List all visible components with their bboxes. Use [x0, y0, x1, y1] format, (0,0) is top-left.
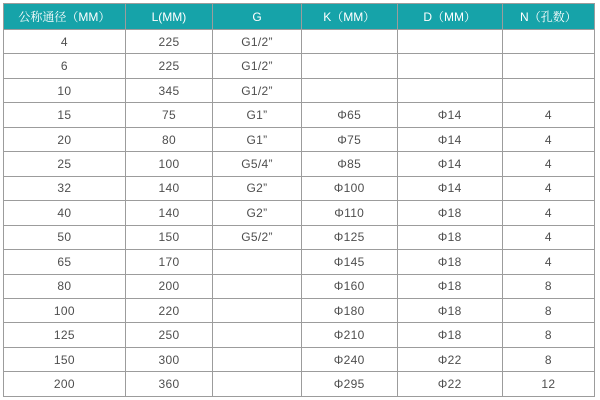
table-cell [397, 78, 502, 102]
table-cell: Φ14 [397, 103, 502, 127]
table-row [4, 152, 595, 176]
table-cell: 225 [125, 30, 212, 54]
table-cell: 8 [502, 274, 594, 298]
table-cell: Φ180 [301, 298, 397, 322]
table-cell: 4 [502, 176, 594, 200]
table-cell [213, 372, 302, 397]
table-cell: 125 [4, 323, 126, 347]
table-cell [301, 78, 397, 102]
table-cell: 250 [125, 323, 212, 347]
table-row [4, 54, 595, 78]
table-row [4, 372, 595, 397]
table-cell: 4 [502, 225, 594, 249]
table-cell: Φ18 [397, 250, 502, 274]
table-cell: 65 [4, 250, 126, 274]
table-cell [502, 54, 594, 78]
table-cell: 10 [4, 78, 126, 102]
table-cell: 8 [502, 347, 594, 371]
table-body [4, 30, 595, 397]
table-row [4, 347, 595, 371]
table-cell: Φ210 [301, 323, 397, 347]
table-row [4, 274, 595, 298]
table-cell: 4 [4, 30, 126, 54]
table-cell: Φ75 [301, 127, 397, 151]
table-cell: G1/2” [213, 30, 302, 54]
table-cell: Φ160 [301, 274, 397, 298]
table-cell: 300 [125, 347, 212, 371]
table-cell [397, 54, 502, 78]
table-cell: Φ22 [397, 372, 502, 397]
table-cell: Φ18 [397, 225, 502, 249]
header-row [4, 4, 595, 30]
table-cell: Φ18 [397, 201, 502, 225]
table-cell: 32 [4, 176, 126, 200]
table-cell: 50 [4, 225, 126, 249]
table-cell [213, 347, 302, 371]
table-cell: Φ22 [397, 347, 502, 371]
table-cell: G1” [213, 103, 302, 127]
table-cell: G5/2” [213, 225, 302, 249]
table-row [4, 127, 595, 151]
table-cell [213, 250, 302, 274]
table-cell: 80 [4, 274, 126, 298]
table-cell: Φ145 [301, 250, 397, 274]
table-cell: Φ18 [397, 323, 502, 347]
table-row [4, 225, 595, 249]
table-cell: G1/2” [213, 54, 302, 78]
table-cell: 360 [125, 372, 212, 397]
table-cell [397, 30, 502, 54]
table-cell: Φ18 [397, 298, 502, 322]
table-cell [213, 323, 302, 347]
table-cell: G1/2” [213, 78, 302, 102]
table-cell: Φ65 [301, 103, 397, 127]
table-cell: Φ240 [301, 347, 397, 371]
table-cell: 8 [502, 298, 594, 322]
table-row [4, 78, 595, 102]
table-cell [301, 54, 397, 78]
table-cell: 170 [125, 250, 212, 274]
table-cell: G1” [213, 127, 302, 151]
column-header: D（MM） [397, 4, 502, 30]
column-header: G [213, 4, 302, 30]
table-cell: 140 [125, 201, 212, 225]
table-cell: 15 [4, 103, 126, 127]
table-cell: 200 [4, 372, 126, 397]
table-cell: Φ14 [397, 152, 502, 176]
table-cell: 80 [125, 127, 212, 151]
table-cell: 220 [125, 298, 212, 322]
table-cell: Φ14 [397, 127, 502, 151]
table-cell: Φ85 [301, 152, 397, 176]
table-cell: Φ18 [397, 274, 502, 298]
table-cell: Φ110 [301, 201, 397, 225]
table-cell: G2” [213, 176, 302, 200]
table-cell: 225 [125, 54, 212, 78]
table-cell: 4 [502, 152, 594, 176]
table-cell: 200 [125, 274, 212, 298]
table-cell [213, 298, 302, 322]
table-cell [213, 274, 302, 298]
table-cell [502, 78, 594, 102]
table-row [4, 176, 595, 200]
table-cell: 75 [125, 103, 212, 127]
table-cell [301, 30, 397, 54]
table-cell [502, 30, 594, 54]
table-cell: G2” [213, 201, 302, 225]
table-row [4, 201, 595, 225]
table-cell: 100 [4, 298, 126, 322]
column-header: N（孔数） [502, 4, 594, 30]
column-header: 公称通径（MM） [4, 4, 126, 30]
table-cell: 25 [4, 152, 126, 176]
table-row [4, 323, 595, 347]
table-cell: 6 [4, 54, 126, 78]
table-cell: 140 [125, 176, 212, 200]
table-cell: 12 [502, 372, 594, 397]
table-row [4, 103, 595, 127]
table-cell: Φ14 [397, 176, 502, 200]
dimension-spec-table [3, 3, 595, 397]
table-cell: 4 [502, 201, 594, 225]
table-cell: Φ125 [301, 225, 397, 249]
table-cell: 4 [502, 127, 594, 151]
table-cell: 345 [125, 78, 212, 102]
table-cell: 100 [125, 152, 212, 176]
table-row [4, 298, 595, 322]
table-row [4, 30, 595, 54]
table-cell: 20 [4, 127, 126, 151]
table-cell: Φ295 [301, 372, 397, 397]
table-cell: 40 [4, 201, 126, 225]
table-cell: 4 [502, 103, 594, 127]
table-cell: Φ100 [301, 176, 397, 200]
table-cell: 150 [125, 225, 212, 249]
table-cell: 4 [502, 250, 594, 274]
column-header: K（MM） [301, 4, 397, 30]
column-header: L(MM) [125, 4, 212, 30]
table-row [4, 250, 595, 274]
table-cell: G5/4” [213, 152, 302, 176]
table-cell: 150 [4, 347, 126, 371]
table-cell: 8 [502, 323, 594, 347]
